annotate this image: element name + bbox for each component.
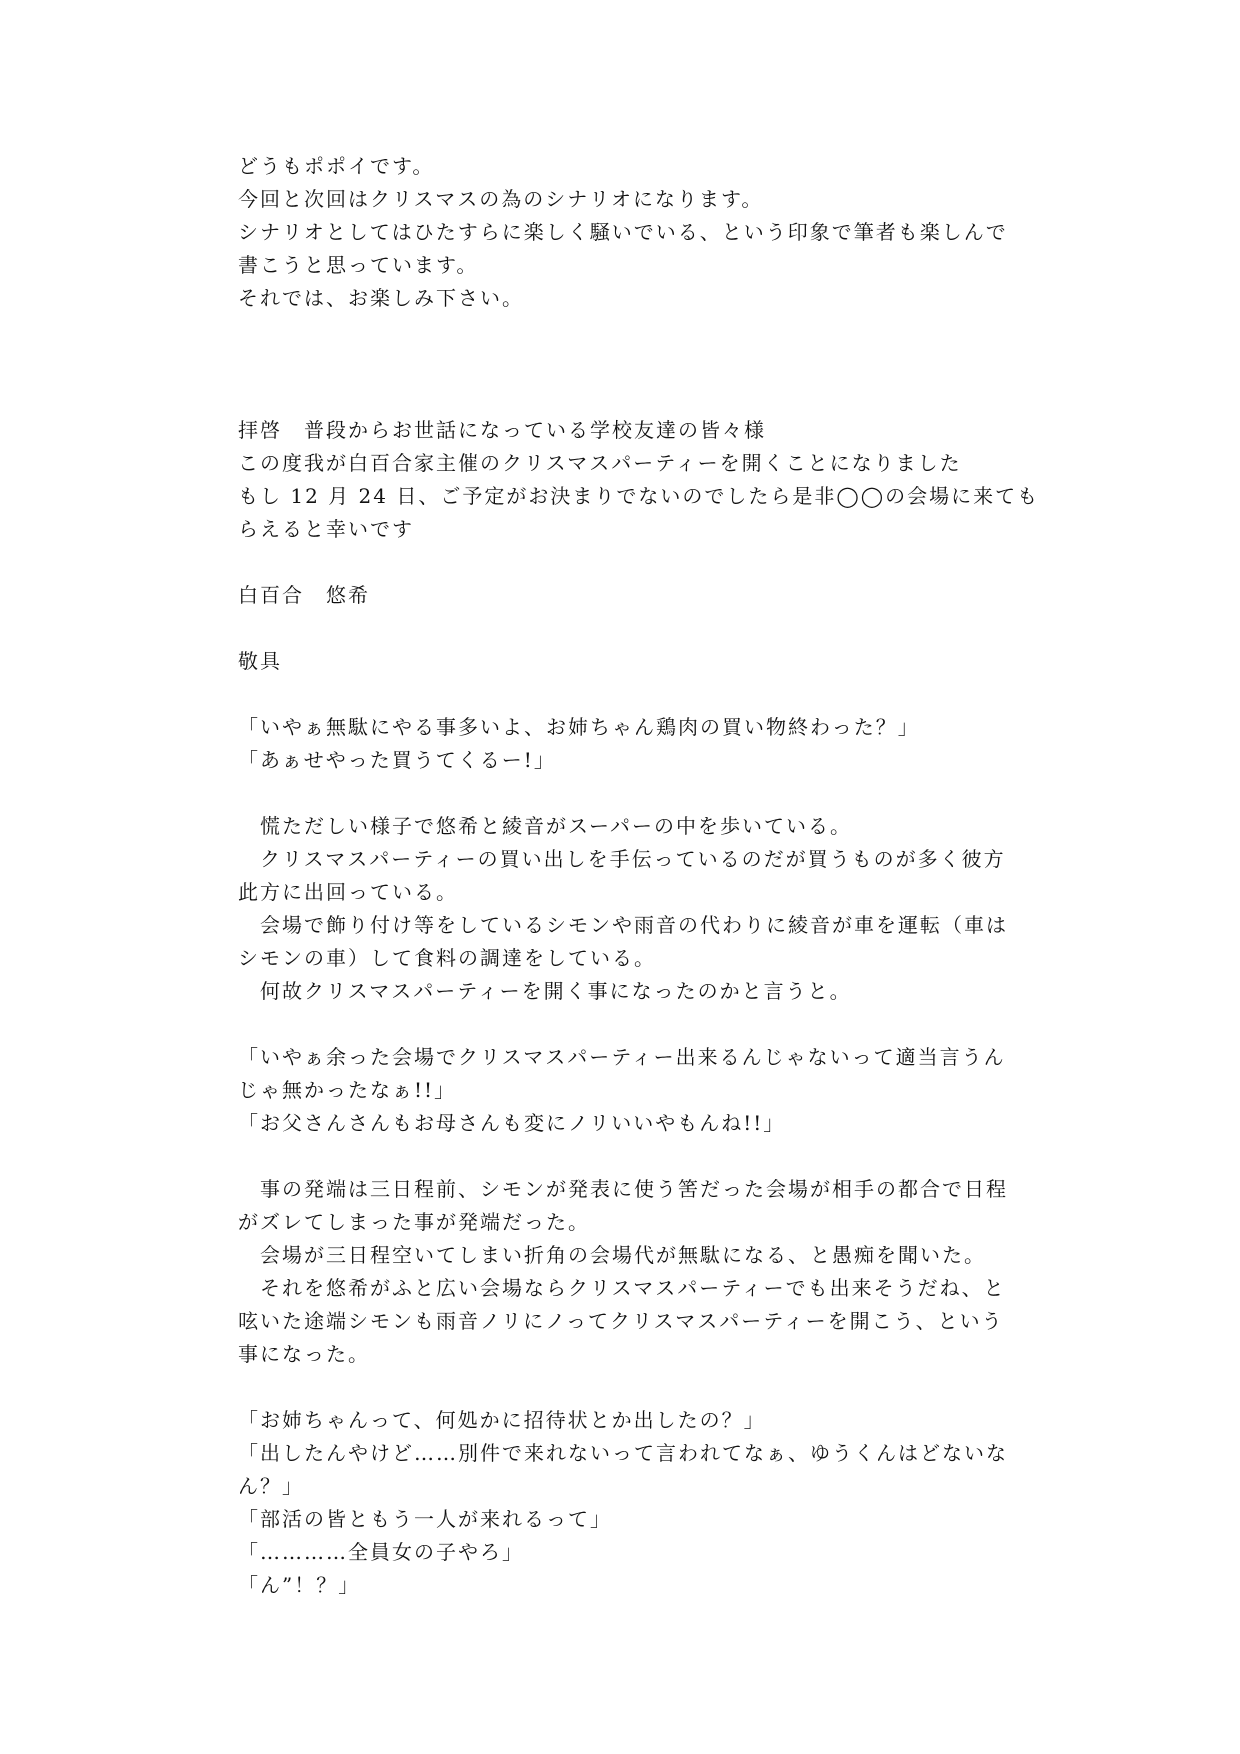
text-line: 拝啓 普段からお世話になっている学校友達の皆々様 (238, 418, 766, 442)
text-line: らえると幸いです (238, 517, 414, 541)
spacer (238, 315, 1008, 414)
dialogue-block (238, 1041, 1008, 1140)
dialogue-line: 「…………全員女の子やろ」 (238, 1540, 524, 1564)
dialogue-line: 「あぁせやった買うてくるー!」 (238, 748, 556, 772)
text-line: 会場で飾り付け等をしているシモンや雨音の代わりに綾音が車を運転（車は (238, 913, 1008, 937)
dialogue-line: 「お父さんさんもお母さんも変にノリいいやもんね!!」 (238, 1111, 786, 1135)
dialogue-line: 「お姉ちゃんって、何処かに招待状とか出したの？」 (238, 1408, 766, 1432)
dialogue-line: ん？」 (238, 1474, 304, 1498)
narration-block (238, 1173, 1008, 1371)
text-line: 此方に出回っている。 (238, 880, 458, 904)
text-line: この度我が白百合家主催のクリスマスパーティーを開くことになりました (238, 451, 962, 475)
spacer (238, 1371, 1008, 1404)
dialogue-block (238, 1404, 1008, 1602)
spacer (238, 777, 1008, 810)
text-line: 呟いた途端シモンも雨音ノリにノってクリスマスパーティーを開こう、という (238, 1309, 1004, 1333)
text-line: それでは、お楽しみ下さい。 (238, 286, 524, 310)
invitation-letter (238, 414, 1040, 678)
text-line: 事になった。 (238, 1342, 370, 1366)
text-line: シナリオとしてはひたすらに楽しく騒いでいる、という印象で筆者も楽しんで (238, 220, 1008, 244)
dialogue-line: 「部活の皆ともう一人が来れるって」 (238, 1507, 612, 1531)
letter-closing: 敬具 (238, 649, 282, 673)
narration-block (238, 810, 1008, 1008)
text-line: 書こうと思っています。 (238, 253, 479, 277)
text-line: 事の発端は三日程前、シモンが発表に使う筈だった会場が相手の都合で日程 (238, 1177, 1008, 1201)
intro-paragraph (238, 150, 1008, 315)
text-line: 何故クリスマスパーティーを開く事になったのかと言うと。 (238, 979, 852, 1003)
text-line: がズレてしまった事が発端だった。 (238, 1210, 590, 1234)
dialogue-line: 「ん”！？」 (238, 1573, 361, 1597)
text-line: 会場が三日程空いてしまい折角の会場代が無駄になる、と愚痴を聞いた。 (238, 1243, 986, 1267)
spacer (238, 546, 1008, 579)
text-line: どうもポポイです。 (238, 154, 435, 178)
text-line: もし 12 月 24 日、ご予定がお決まりでないのでしたら是非◯◯の会場に来ても (238, 484, 1040, 508)
document-page (238, 150, 1040, 1602)
text-line: それを悠希がふと広い会場ならクリスマスパーティーでも出来そうだね、と (238, 1276, 1006, 1300)
letter-signature: 白百合 悠希 (238, 583, 370, 607)
dialogue-line: 「出したんやけど……別件で来れないって言われてなぁ、ゆうくんはどないな (238, 1441, 1008, 1465)
dialogue-line: じゃ無かったなぁ!!」 (238, 1078, 457, 1102)
dialogue-line: 「いやぁ余った会場でクリスマスパーティー出来るんじゃないって適当言うん (238, 1045, 1006, 1069)
dialogue-block (238, 711, 1008, 777)
spacer (238, 678, 1008, 711)
dialogue-line: 「いやぁ無駄にやる事多いよ、お姉ちゃん鶏肉の買い物終わった？」 (238, 715, 920, 739)
spacer (238, 1008, 1008, 1041)
spacer (238, 612, 1008, 645)
text-line: シモンの車）して食料の調達をしている。 (238, 946, 656, 970)
text-line: クリスマスパーティーの買い出しを手伝っているのだが買うものが多く彼方 (238, 847, 1006, 871)
spacer (238, 1140, 1008, 1173)
text-line: 慌ただしい様子で悠希と綾音がスーパーの中を歩いている。 (238, 814, 852, 838)
text-line: 今回と次回はクリスマスの為のシナリオになります。 (238, 187, 764, 211)
